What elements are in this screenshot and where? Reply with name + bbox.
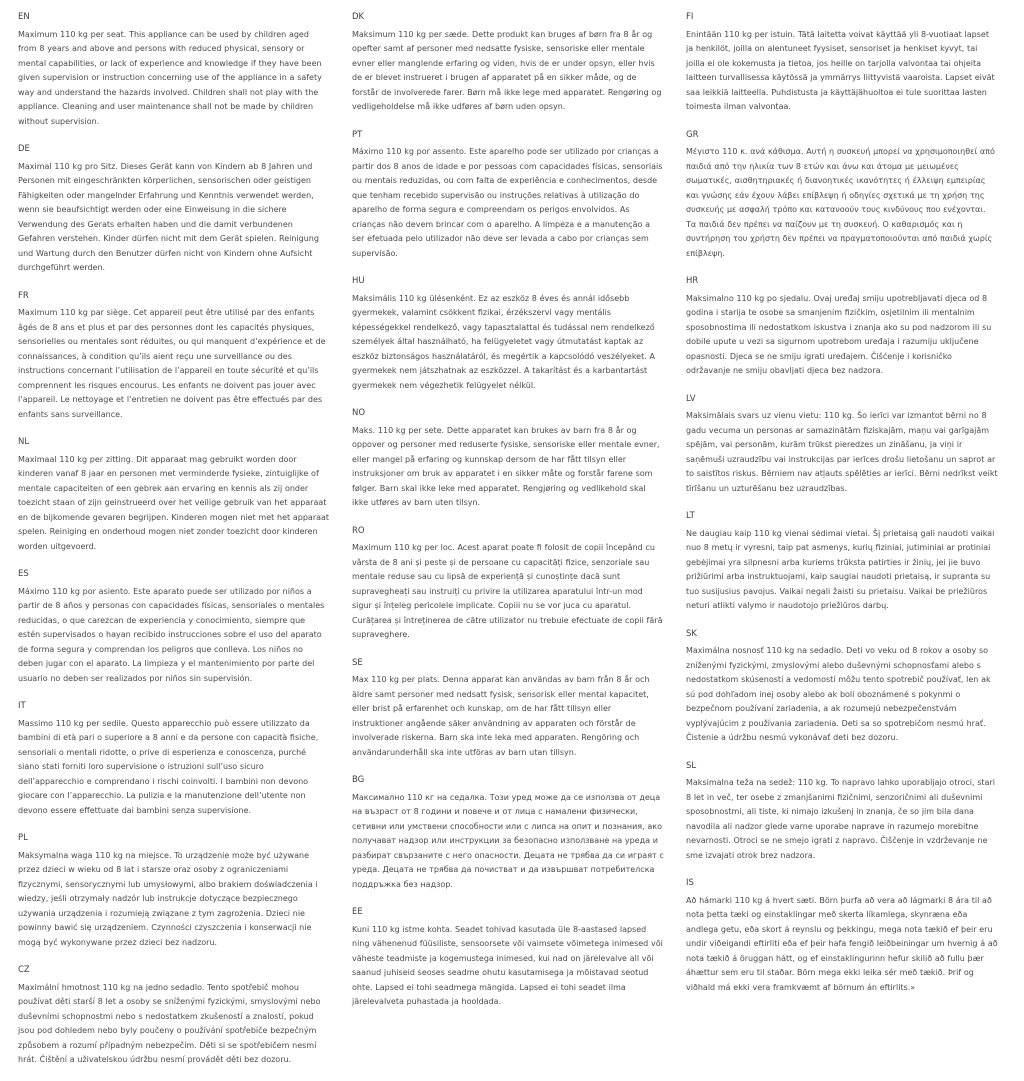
safety-instruction-text: Maximální hmotnost 110 kg na jedno sedadlo. Tento spotřebič mohou používat děti starší 8 let a osoby se sníženými fyzickými, smyslovými nebo duševními schopnostmi nebo s nedostatkem zkušeností a znalostí, pokud jsou pod dohledem nebo byly poučeny o používání spotřebiče bezpečným způsobem a rozumí případným nebezpečím. Děti si se spotřebičem nesmí hrát. Čištění a uživatelskou údržbu nesmí provádět děti bez dozoru.: [18, 982, 321, 1064]
safety-instruction-text: Máximo 110 kg por assento. Este aparelho pode ser utilizado por crianças a partir dos 8 anos de idade e por pessoas com capacidades físicas, sensoriais ou mentais reduzidas, ou com falta de experiência e conhecimentos, desde que tenham recebido supervisão ou instruções relativas à utilização do aparelho de forma segura e compreendam os perigos envolvidos. As crianças não devem brincar com o aparelho. A limpeza e a manutenção a ser efetuada pelo utilizador não deve ser levada a cabo por crianças sem supervisão.: [352, 147, 663, 258]
language-section-se: [352, 656, 664, 761]
safety-instruction-text: Maximum 110 kg per seat. This appliance can be used by children aged from 8 years and above and persons with reduced physical, sensory or mental capabilities, or lack of experience and knowledge if they have been given supervision or instruction concerning use of the appliance in a safety way and understand the hazards involved. Children shall not play with the appliance. Cleaning and user maintenance shall not be made by children without supervision.: [18, 29, 322, 126]
safety-instruction-text: Maksimum 110 kg per sæde. Dette produkt kan bruges af børn fra 8 år og opefter samt af personer med nedsatte fysiske, sensoriske eller mentale evner eller manglende erfaring og viden, hvis de er under opsyn, eller hvis de er blevet instrueret i brugen af apparatet på en sikker måde, og de forstår de involverede farer. Børn må ikke lege med apparatet. Rengøring og vedligeholdelse må ikke udføres af børn uden opsyn.: [352, 29, 662, 111]
safety-instruction-text: Enintään 110 kg per istuin. Tätä laitetta voivat käyttää yli 8-vuotiaat lapset ja henkilöt, joilla on alentuneet fyysiset, sensoriset ja henkiset kyvyt, tai joilla ei ole kokemusta ja tietoa, jos heille on tarjolla valvontaa tai ohjeita laitteen turvallisessa käytössä ja ymmärrys liittyvistä vaaroista. Lapset eivät saa leikkiä laitteella. Puhdistusta ja käyttäjähuoltoa ei tule suorittaa lasten toimesta ilman valvontaa.: [686, 29, 995, 111]
safety-instruction-text: Μέγιστο 110 κ. ανά κάθισμα. Αυτή η συσκευή μπορεί να χρησιμοποιηθεί από παιδιά από την ηλικία των 8 ετών και άνω και άτομα με μειωμένες σωματικές, αισθητηριακές ή διανοητικές ικανότητες ή έλλειψη εμπειρίας και γνώσης εάν έχουν λάβει επίβλεψη ή οδηγίες σχετικά με τη χρήση της συσκευής με ασφαλή τρόπο και κατανοούν τους κινδύνους που ενέχονται. Τα παιδιά δεν πρέπει να παίζουν με τη συσκευή. Ο καθαρισμός και η συντήρηση του χρήστη δεν πρέπει να πραγματοποιούνται από παιδιά χωρίς επίβλεψη.: [686, 147, 995, 258]
language-section-it: [18, 699, 330, 818]
language-code-label: DE: [18, 144, 30, 154]
language-code-label: LV: [686, 393, 696, 404]
language-section-es: [18, 567, 330, 686]
language-section-de: [18, 142, 330, 276]
language-section-hu: [352, 274, 664, 393]
language-section-no: [352, 406, 664, 511]
language-section-fr: [18, 289, 330, 423]
language-code-label: HU: [352, 276, 365, 286]
language-code-label: IS: [686, 878, 694, 888]
safety-instruction-text: Maximálna nosnosť 110 kg na sedadlo. Deti vo veku od 8 rokov a osoby so zníženými fyzickými, zmyslovými alebo duševnými schopnosťami alebo s nedostatkom skúseností a vedomostí môžu tento spotrebič používať, len ak sú pod dohľadom inej osoby alebo ak boli oboznámené s pokynmi o bezpečnom používaní zariadenia, a ak rozumejú nebezpečenstvám vyplývajúcim z používania zariadenia. Deti sa so spotrebičom nesmú hrať. Čistenie a údržbu nesmú vykonávať deti bez dozoru.: [686, 646, 991, 742]
safety-instruction-text: Maximum 110 kg par siège. Cet appareil peut être utilisé par des enfants âgés de 8 ans et plus et par des personnes dont les capacités physiques, sensorielles ou mentales sont réduites, ou qui manquent d’expérience et de connaissances, à condition qu’ils aient reçu une surveillance ou des instructions concernant l’utilisation de l’appareil en toute sécurité et qu’ils comprennent les risques encourus. Les enfants ne doivent pas jouer avec l’appareil. Le nettoyage et l’entretien ne doivent pas être effectués par des enfants sans surveillance.: [18, 308, 326, 419]
language-code-label: RO: [352, 525, 365, 536]
language-code-label: FR: [18, 290, 29, 301]
language-section-ee: [352, 905, 664, 1010]
safety-instruction-text: Maks. 110 kg per sete. Dette apparatet kan brukes av barn fra 8 år og oppover og personer med reduserte fysiske, sensoriske eller mentale evner, eller mangel på erfaring og kunnskap dersom de har fått tilsyn eller instruksjoner om bruk av apparatet i en sikker måte og forstår farene som følger. Barn skal ikke leke med apparatet. Rengjøring og vedlikehold skal ikke utføres av barn uten tilsyn.: [352, 425, 660, 507]
safety-instruction-text: Maksimális 110 kg ülésenként. Ez az eszköz 8 éves és annál idősebb gyermekek, valamint csökkent fizikai, érzékszervi vagy mentális képességekkel rendelkező, vagy tapasztalattal és tudással nem rendelkező személyek által használható, ha felügyeletet vagy útmutatást kaptak az eszköz biztonságos használatáról, és megértik a kapcsolódó veszélyeket. A gyermekek nem játszhatnak az eszközzel. A takarítást és a karbantartást gyermekek nem végezhetik felügyelet nélkül.: [352, 293, 655, 390]
language-code-label: HR: [686, 276, 699, 286]
text-column-2: [352, 10, 664, 1023]
language-section-nl: [18, 435, 330, 554]
safety-instruction-text: Kuni 110 kg istme kohta. Seadet tohivad kasutada üle 8-aastased lapsed ning vähenenud füüsiliste, sensoorsete või vaimsete võimetega inimesed või väheste teadmiste ja kogemustega inimesed, kui nad on järelevalve all või saanud juhiseid seoses seadme ohutu kasutamisega ja mõistavad seotud ohte. Lapsed ei tohi seadmega mängida. Lapsed ei tohi seadet ilma järelevalveta puhastada ja hooldada.: [352, 924, 663, 1006]
language-section-sl: [686, 759, 998, 864]
safety-instruction-text: Maksimālais svars uz vienu vietu: 110 kg. Šo ierīci var izmantot bērni no 8 gadu vecuma un personas ar samazinātām fiziskajām, maņu vai garīgajām spējām, vai personām, kurām trūkst pieredzes un zināšanu, ja viņi ir saņēmuši uzraudzību vai instrukcijas par ierīces drošu lietošanu un saprot ar to saistītos riskus. Bērniem nav atļauts spēlēties ar ierīci. Bērni nedrīkst veikt tīrīšanu un uzturēšanu bez uzraudzības.: [686, 411, 998, 493]
safety-instruction-text: Maximal 110 kg pro Sitz. Dieses Gerät kann von Kindern ab 8 Jahren und Personen mit eingeschränkten körperlichen, sensorischen oder geistigen Fähigkeiten oder mangelnder Erfahrung und Kenntnis verwendet werden, wenn sie beaufsichtigt werden oder eine Einweisung in die sichere Verwendung des Gerats erhalten haben und die damit verbundenen Gefahren verstehen. Kinder dürfen nicht mit dem Gerät spielen. Reinigung und Wartung durch den Benutzer dürfen nicht von Kindern ohne Aufsicht durchgeführt werden.: [18, 161, 319, 272]
safety-instruction-text: Максимално 110 кг на седалка. Този уред може да се използва от деца на възраст от 8 години и повече и от лица с намалени физически, сетивни или умствени способности или с липса на опит и познания, ако получават надзор или инструкции за безопасно използване на уреда и разбират свързаните с него опасности. Децата не трябва да си играят с уреда. Децата не трябва да почистват и да извършват потребителска поддръжка без надзор.: [352, 792, 664, 889]
text-column-1: [18, 10, 330, 1081]
language-code-label: ES: [18, 569, 29, 579]
language-code-label: PL: [18, 833, 28, 843]
language-code-label: FI: [686, 12, 694, 22]
language-code-label: DK: [352, 12, 365, 22]
language-code-label: SE: [352, 657, 363, 668]
safety-instruction-text: Maksimalna teža na sedež: 110 kg. To napravo lahko uporabljajo otroci, stari 8 let in več, ter osebe z zmanjšanimi fizičnimi, senzoričnimi ali duševnimi sposobnostmi, ali tiste, ki nimajo izkušenj in znanja, če so jim bila dana navodila ali nadzor glede varne uporabe naprave in razumejo morebitne nevarnosti. Otroci se ne smejo igrati z napravo. Čiščenje in vzdrževanje ne sme izvajati otrok brez nadzora.: [686, 778, 995, 860]
safety-instruction-text: Maximum 110 kg per loc. Acest aparat poate fi folosit de copii începând cu vârsta de 8 ani și peste și de persoane cu capacități fizice, senzoriale sau mentale reduse sau cu lipsă de experiență și cunoștințe dacă sunt supravegheați sau instruiți cu privire la utilizarea aparatului într-un mod sigur și înțeleg pericolele implicate. Copiii nu se vor juca cu aparatul. Curățarea și întreținerea de către utilizator nu trebuie efectuate de copii fără supraveghere.: [352, 543, 663, 639]
language-section-en: [18, 10, 330, 129]
language-section-cz: [18, 963, 330, 1068]
text-column-3: [686, 10, 998, 1008]
safety-instruction-text: Maximaal 110 kg per zitting. Dit apparaat mag gebruikt worden door kinderen vanaf 8 jaar en personen met verminderde fysieke, zintuiglijke of mentale capaciteiten of een gebrek aan ervaring en kennis als zij onder toezicht staan of zijn geinstrueerd over het veilige gebruik van het apparaat en de bijkomende gevaren begrijpen. Kinderen mogen niet met het apparaat spelen. Reiniging en onderhoud mogen niet zonder toezicht door kinderen worden uitgevoerd.: [18, 454, 330, 551]
language-section-dk: [352, 10, 664, 115]
language-code-label: EN: [18, 12, 30, 22]
safety-instruction-text: Að hámarki 110 kg á hvert sæti. Börn þurfa að vera að lágmarki 8 ára til að nota þetta tæki og einstaklingar með skerta líkamlega, skynræna eða andlega getu, eða skort á reynslu og þekkingu, mega nota tækið ef þeir eru undir viðeigandi eftirliti eða ef þeir hafa fengið leiðbeiningar um hvernig á að nota tækið á öruggan hátt, og ef einstaklingurinn hefur skilið að fullu þær áhættur sem eru til staðar. Börn mega ekki leika sér með tækið. Þrif og viðhald má ekki vera framkvæmt af börnum án eftirlits.»: [686, 895, 998, 992]
language-section-sk: [686, 627, 998, 746]
language-code-label: LT: [686, 511, 695, 521]
language-section-ro: [352, 524, 664, 643]
safety-instruction-text: Maksymalna waga 110 kg na miejsce. To urządzenie może być używane przez dzieci w wieku od 8 lat i starsze oraz osoby z ograniczeniami fizycznymi, sensorycznymi lub umysłowymi, albo brakiem doświadczenia i wiedzy, jeśli otrzymały nadzór lub instrukcje dotyczące bezpiecznego używania urządzenia i rozumieją związane z tym zagrożenia. Dzieci nie powinny bawić się urządzeniem. Czynności czyszczenia i konserwacji nie mogą być wykonywane przez dzieci bez nadzoru.: [18, 850, 318, 947]
safety-instruction-text: Max 110 kg per plats. Denna apparat kan användas av barn från 8 år och äldre samt personer med nedsatt fysisk, sensorisk eller mental kapacitet, eller brist på erfarenhet och kunskap, om de har fått tillsyn eller instruktioner angående säker användning av apparaten och förstår de involverade riskerna. Barn ska inte leka med apparaten. Rengöring och användarunderhåll ska inte utföras av barn utan tillsyn.: [352, 675, 650, 757]
language-code-label: IT: [18, 701, 26, 711]
safety-instruction-text: Máximo 110 kg por asiento. Este aparato puede ser utilizado por niños a partir de 8 años y personas con capacidades físicas, sensoriales o mentales reducidas, o que carezcan de experiencia y conocimiento, siempre que estén supervisados o hayan recibido instrucciones sobre el uso del aparato de forma segura y comprendan los peligros que conlleva. Los niños no deben jugar con el aparato. La limpieza y el mantenimiento por parte del usuario no deben ser realizados por niños sin supervisión.: [18, 586, 325, 683]
language-section-lv: [686, 392, 998, 497]
language-code-label: NL: [18, 437, 30, 447]
language-section-is: [686, 876, 998, 995]
language-code-label: GR: [686, 129, 699, 140]
language-code-label: SL: [686, 760, 697, 771]
language-code-label: NO: [352, 408, 366, 418]
safety-instruction-text: Massimo 110 kg per sedile. Questo apparecchio può essere utilizzato da bambini di età pari o superiore a 8 anni e da persone con capacità fisiche, sensoriali o mentali ridotte, o prive di esperienza e conoscenza, purché siano stati forniti loro supervisione o istruzioni sull’uso sicuro dell’apparecchio e comprendano i rischi coinvolti. I bambini non devono giocare con l’apparecchio. La pulizia e la manutenzione dell’utente non devono essere effettuate dai bambini senza supervisione.: [18, 718, 319, 815]
language-code-label: CZ: [18, 965, 30, 975]
safety-instruction-text: Maksimalno 110 kg po sjedalu. Ovaj uređaj smiju upotrebljavati djeca od 8 godina i starija te osobe sa smanjenim fizičkim, osjetilnim ili mentalnim sposobnostima ili nedostatkom iskustva i znanja ako su pod nadzorom ili su dobile upute u vezi sa sigurnom upotrebom uređaja i razumiju uključene opasnosti. Djeca se ne smiju igrati uređajem. Čišćenje i korisničko održavanje ne smiju obavljati djeca bez nadzora.: [686, 293, 992, 375]
language-code-label: BG: [352, 775, 365, 785]
language-code-label: PT: [352, 129, 363, 140]
language-code-label: EE: [352, 907, 363, 917]
language-section-fi: [686, 10, 998, 115]
language-section-bg: [352, 773, 664, 892]
language-section-lt: [686, 509, 998, 614]
language-code-label: SK: [686, 628, 697, 639]
language-section-hr: [686, 274, 998, 379]
language-section-pt: [352, 128, 664, 262]
safety-instruction-text: Ne daugiau kaip 110 kg vienai sėdimai vietai. Šį prietaisą gali naudoti vaikai nuo 8 metų ir vyresni, taip pat asmenys, kurių fiziniai, jutiminiai ar protiniai gebėjimai yra silpnesni arba kuriems trūksta patirties ir žinių, jei jie buvo prižiūrimi arba instruktuojami, kaip saugiai naudoti prietaisą, ir supranta su tuo susijusius pavojus. Vaikai negali žaisti su prietaisu. Vaikai be priežiūros neturi atlikti valymo ir naudotojo priežiūros darbų.: [686, 528, 995, 610]
language-section-pl: [18, 831, 330, 950]
language-section-gr: [686, 128, 998, 262]
